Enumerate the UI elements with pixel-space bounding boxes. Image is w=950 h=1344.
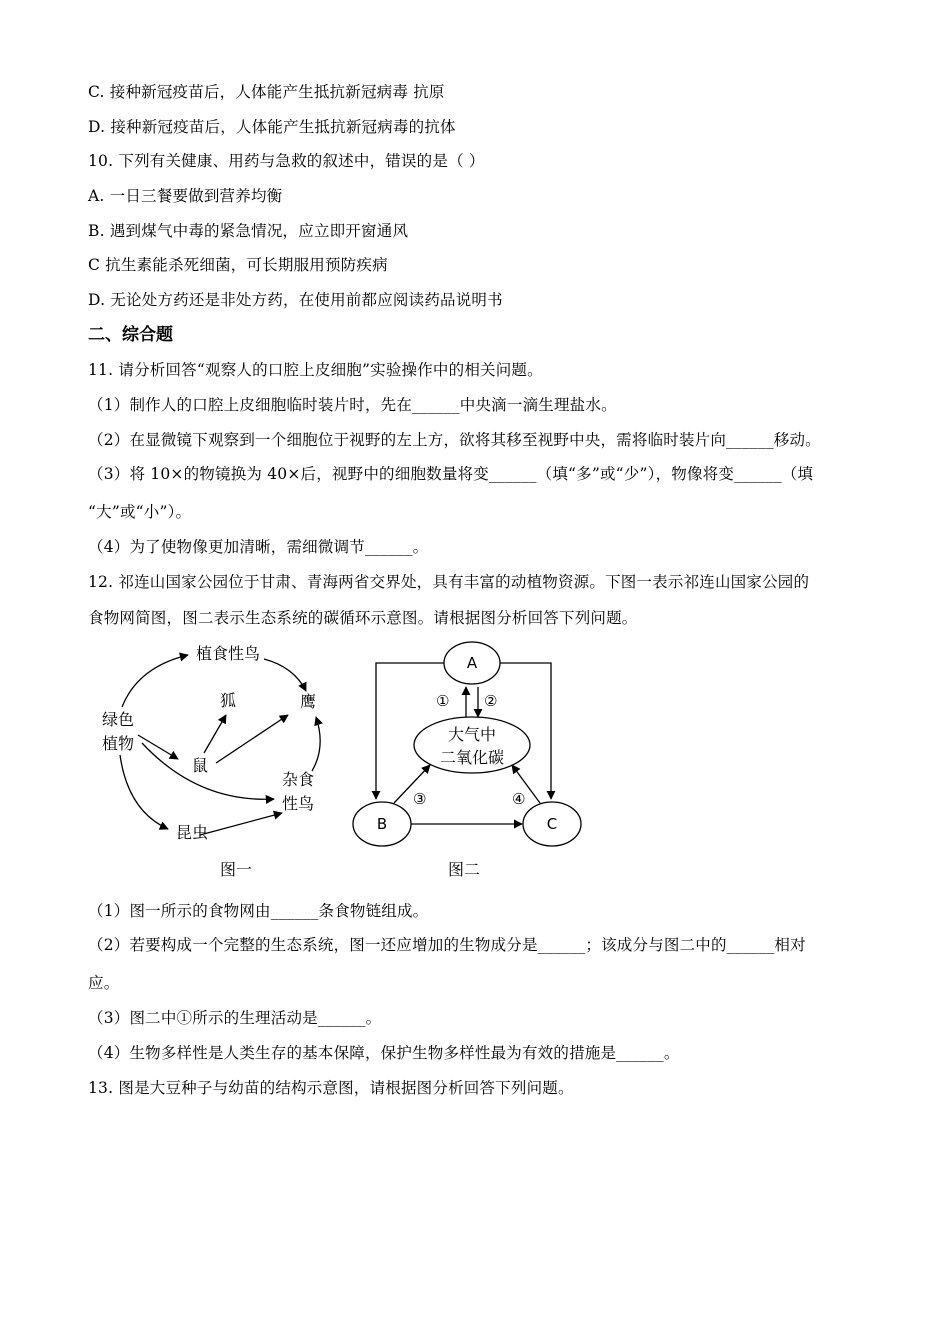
arrow-insect-to-omnivore-bird <box>200 813 282 835</box>
node-green-plant-l1: 绿色 <box>102 710 135 729</box>
q11-part-3: （3）将 10×的物镜换为 40×后，视野中的细胞数量将变______（填“多”或“少”），物像将变______（填 <box>88 465 814 483</box>
arrow-plant-to-mouse <box>138 735 178 759</box>
node-c-label: C <box>546 815 558 833</box>
question-12: 12. 祁连山国家公园位于甘肃、青海两省交界处，具有丰富的动植物资源。下图一表示祁连山国家公园的 <box>88 573 810 591</box>
node-fox: 狐 <box>220 691 237 710</box>
q12-part-3: （3）图二中①所示的生理活动是______。 <box>88 1009 382 1027</box>
food-web-diagram <box>102 644 320 879</box>
carbon-cycle-diagram <box>353 642 581 879</box>
node-green-plant-l2: 植物 <box>102 734 135 753</box>
arrow-mouse-to-fox <box>204 715 226 753</box>
option-c-q10: C 抗生素能杀死细菌，可长期服用预防疾病 <box>88 256 388 274</box>
label-4: ④ <box>512 790 526 808</box>
option-d-q10: D. 无论处方药还是非处方药，在使用前都应阅读药品说明书 <box>88 291 503 309</box>
q11-part-3-cont: “大”或“小”）。 <box>88 503 192 521</box>
q12-part-1: （1）图一所示的食物网由______条食物链组成。 <box>88 902 429 920</box>
figure1-caption: 图一 <box>220 860 253 879</box>
question-11: 11. 请分析回答“观察人的口腔上皮细胞”实验操作中的相关问题。 <box>88 361 543 379</box>
q12-figures-svg <box>88 635 608 890</box>
option-c-q9: C. 接种新冠疫苗后，人体能产生抵抗新冠病毒 抗原 <box>88 83 445 101</box>
node-b-label: B <box>376 815 388 833</box>
q11-part-4: （4）为了使物像更加清晰，需细微调节______。 <box>88 538 429 556</box>
option-d-q9: D. 接种新冠疫苗后，人体能产生抵抗新冠病毒的抗体 <box>88 118 456 136</box>
node-insect: 昆虫 <box>176 823 209 842</box>
node-a-label: A <box>466 654 478 672</box>
arrow-mouse-to-eagle <box>216 715 288 763</box>
option-a-q10: A. 一日三餐要做到营养均衡 <box>88 187 283 205</box>
section-heading: 二、综合题 <box>88 325 173 345</box>
arrow-omnivore-bird-to-eagle <box>312 717 320 771</box>
node-herbivore-bird: 植食性鸟 <box>196 644 261 663</box>
node-co2-label-l1: 大气中 <box>447 725 497 744</box>
arrow-a-to-b <box>376 663 444 799</box>
label-3: ③ <box>413 790 427 808</box>
q12-figures <box>88 635 608 890</box>
node-omnivore-bird-l1: 杂食 <box>282 770 315 789</box>
arrow-plant-to-insect <box>120 755 168 829</box>
q12-part-2-cont: 应。 <box>88 974 120 992</box>
arrow-herbivore-bird-to-eagle <box>264 659 306 691</box>
question-10: 10. 下列有关健康、用药与急救的叙述中，错误的是（ ） <box>88 152 485 170</box>
q11-part-2: （2）在显微镜下观察到一个细胞位于视野的左上方，欲将其移至视野中央，需将临时装片向______移动。 <box>88 431 821 449</box>
option-b-q10: B. 遇到煤气中毒的紧急情况，应立即开窗通风 <box>88 222 409 240</box>
q12-part-4: （4）生物多样性是人类生存的基本保障，保护生物多样性最为有效的措施是______。 <box>88 1044 680 1062</box>
node-co2-label-l2: 二氧化碳 <box>439 748 505 767</box>
question-13: 13. 图是大豆种子与幼苗的结构示意图，请根据图分析回答下列问题。 <box>88 1079 574 1097</box>
q12-part-2: （2）若要构成一个完整的生态系统，图一还应增加的生物成分是______；该成分与图二中的______相对 <box>88 936 806 954</box>
arrow-a-to-c <box>500 663 551 799</box>
node-eagle: 鹰 <box>300 692 317 711</box>
label-1: ① <box>436 692 450 710</box>
q11-part-1: （1）制作人的口腔上皮细胞临时装片时，先在______中央滴一滴生理盐水。 <box>88 396 617 414</box>
figure2-caption: 图二 <box>448 860 481 879</box>
node-omnivore-bird-l2: 性鸟 <box>282 794 315 813</box>
arrow-plant-to-herbivore-bird <box>122 655 188 707</box>
label-2: ② <box>484 692 498 710</box>
node-mouse: 鼠 <box>192 756 209 775</box>
question-12-cont: 食物网简图，图二表示生态系统的碳循环示意图。请根据图分析回答下列问题。 <box>88 609 638 627</box>
